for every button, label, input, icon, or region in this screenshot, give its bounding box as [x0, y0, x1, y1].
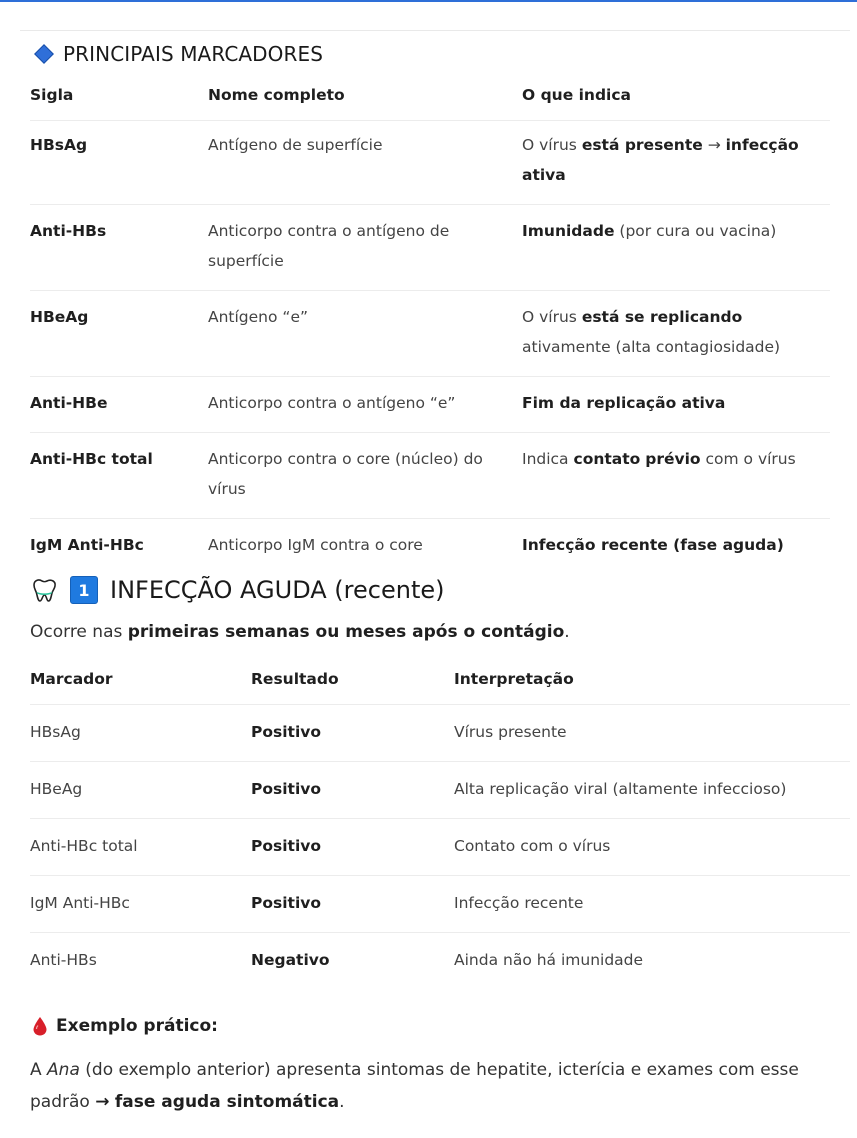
table-header-row — [30, 80, 830, 121]
markers-table — [30, 80, 830, 574]
indica-cell: Imunidade (por cura ou vacina) — [522, 222, 777, 240]
section1-title: PRINCIPAIS MARCADORES — [63, 42, 324, 66]
table-row — [30, 762, 850, 819]
tooth-icon — [30, 576, 58, 604]
sigla-cell: Anti-HBc total — [30, 450, 153, 468]
indica-cell: O vírus está se replicando ativamente (alta contagiosidade) — [522, 308, 781, 356]
marcador-cell: Anti-HBs — [30, 951, 97, 969]
indica-cell: Fim da replicação ativa — [522, 394, 726, 412]
marcador-cell: IgM Anti-HBc — [30, 894, 130, 912]
section2-intro: Ocorre nas primeiras semanas ou meses após o contágio. — [30, 622, 570, 642]
interpretacao-cell: Ainda não há imunidade — [454, 951, 644, 969]
column-header: Nome completo — [208, 86, 345, 104]
section1-heading — [32, 40, 323, 68]
section-number-badge: 1 — [70, 576, 98, 604]
interpretacao-cell: Contato com o vírus — [454, 837, 611, 855]
marcador-cell: HBeAg — [30, 780, 83, 798]
column-header: O que indica — [522, 86, 632, 104]
nome-cell: Antígeno de superfície — [208, 136, 383, 154]
column-header: Sigla — [30, 86, 74, 104]
indica-cell: O vírus está presente → infecção ativa — [522, 136, 799, 184]
table-row — [30, 291, 830, 377]
table-row — [30, 519, 830, 575]
resultado-cell: Positivo — [251, 837, 322, 855]
resultado-cell: Positivo — [251, 723, 322, 741]
table-row — [30, 205, 830, 291]
column-header: Marcador — [30, 670, 113, 688]
table-row — [30, 121, 830, 205]
sigla-cell: Anti-HBs — [30, 222, 107, 240]
interpretacao-cell: Alta replicação viral (altamente infeccioso) — [454, 780, 787, 798]
nome-cell: Antígeno “e” — [208, 308, 309, 326]
resultado-cell: Positivo — [251, 780, 322, 798]
interpretacao-cell: Infecção recente — [454, 894, 584, 912]
blue-diamond-icon — [34, 44, 54, 64]
table-row — [30, 705, 850, 762]
example-title: Exemplo prático: — [56, 1016, 218, 1036]
marcador-cell: HBsAg — [30, 723, 81, 741]
sigla-cell: Anti-HBe — [30, 394, 108, 412]
column-header: Interpretação — [454, 670, 574, 688]
indica-cell: Infecção recente (fase aguda) — [522, 536, 784, 554]
interpretacao-cell: Vírus presente — [454, 723, 567, 741]
sigla-cell: HBeAg — [30, 308, 89, 326]
nome-cell: Anticorpo contra o antígeno “e” — [208, 394, 456, 412]
blood-drop-icon — [32, 1016, 48, 1036]
table-header-row — [30, 664, 850, 705]
table-row — [30, 933, 850, 990]
table-row — [30, 876, 850, 933]
example-paragraph: A Ana (do exemplo anterior) apresenta sintomas de hepatite, icterícia e exames com esse padrão → fase aguda sintomática. — [30, 1060, 799, 1112]
resultado-cell: Positivo — [251, 894, 322, 912]
table-row — [30, 819, 850, 876]
section2-title: INFECÇÃO AGUDA (recente) — [110, 576, 445, 604]
sigla-cell: HBsAg — [30, 136, 88, 154]
resultado-cell: Negativo — [251, 951, 330, 969]
nome-cell: Anticorpo contra o antígeno de superfície — [208, 222, 450, 270]
table-row — [30, 433, 830, 519]
section2-heading — [30, 572, 444, 608]
acute-infection-table — [30, 664, 850, 990]
marcador-cell: Anti-HBc total — [30, 837, 138, 855]
nome-cell: Anticorpo contra o core (núcleo) do vírus — [208, 450, 483, 498]
column-header: Resultado — [251, 670, 339, 688]
top-divider — [0, 0, 857, 2]
nome-cell: Anticorpo IgM contra o core — [208, 536, 423, 554]
section-divider — [20, 30, 850, 31]
sigla-cell: IgM Anti-HBc — [30, 536, 144, 554]
example-heading — [32, 1016, 218, 1036]
indica-cell: Indica contato prévio com o vírus — [522, 450, 796, 468]
example-person-name: Ana — [47, 1060, 80, 1080]
table-row — [30, 377, 830, 433]
